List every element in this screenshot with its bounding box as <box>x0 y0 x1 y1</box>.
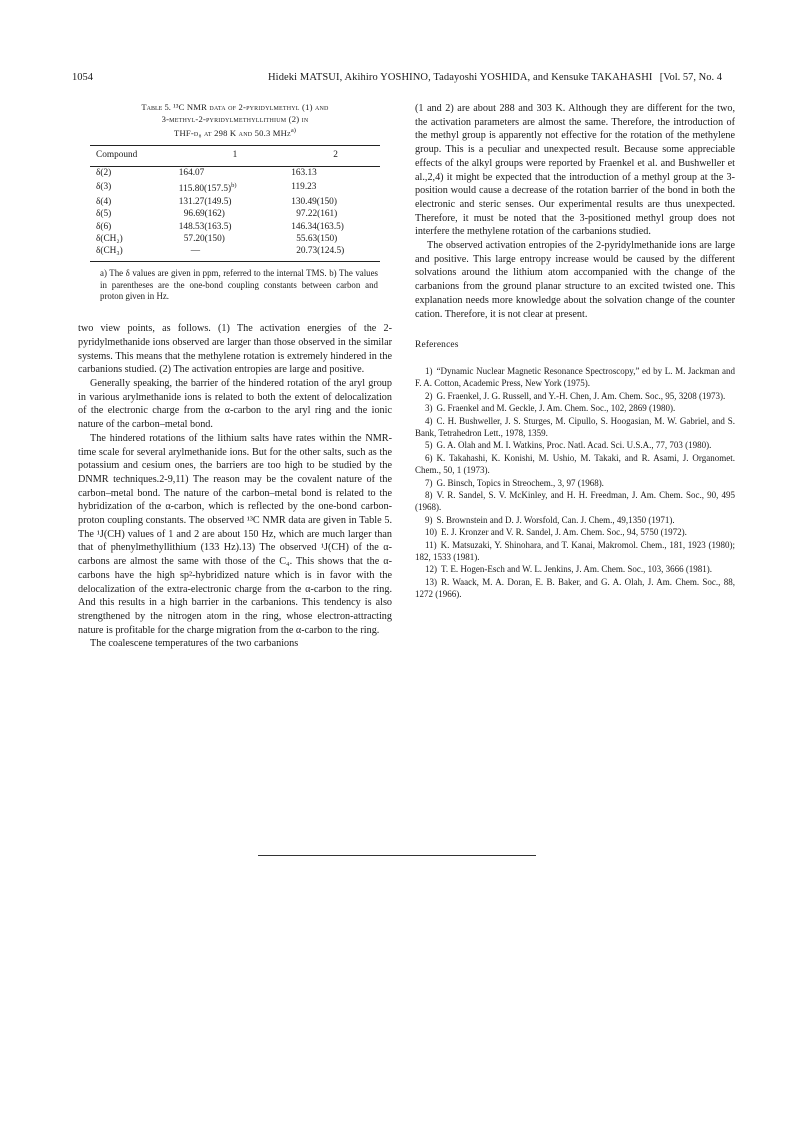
header-compound-2: 2 <box>291 145 380 167</box>
left-body-text <box>78 322 392 651</box>
reference-text: E. J. Kronzer and V. R. Sandel, J. Am. Chem. Soc., 94, 5750 (1972). <box>441 527 687 538</box>
reference-text: T. E. Hogen-Esch and W. L. Jenkins, J. Am. Chem. Soc., 103, 3666 (1981). <box>441 564 713 575</box>
reference-item <box>415 365 735 390</box>
header-compound-1: 1 <box>179 145 291 167</box>
reference-item <box>415 390 735 402</box>
cell-position: δ(5) <box>96 209 112 220</box>
reference-text: G. A. Olah and M. I. Watkins, Proc. Natl. Acad. Sci. U.S.A., 77, 703 (1980). <box>436 440 712 451</box>
cell-position: δ(CH₃) <box>90 246 179 261</box>
body-paragraph: (1 and 2) are about 288 and 303 K. Although they are different for the two, the activation parameters are almost the same. Therefore, the introduction of the methyl group is apparently not effective for the rotation of the methylene group. This is a peculiar and unexpected result. Because some appreciable effects of the alkyl groups were reported by Fraenkel et al. and Bushweller et al.,2,4) it might be expected that the introduction of a methyl group at the 3-position would cause a decrease of the rotation barrier of the bond in both the electronic and steric senses. Our experimental results are thus unexpected. Therefore, it must be noted that the 3-positioned methyl group does not interfere the methylene rotation of the carbanions studied. <box>415 103 735 238</box>
reference-text: G. Fraenkel, J. G. Russell, and Y.-H. Chen, J. Am. Chem. Soc., 95, 3208 (1973). <box>436 390 726 401</box>
reference-text: G. Binsch, Topics in Streochem., 3, 97 (1968). <box>436 477 604 488</box>
reference-text: G. Fraenkel and M. Geckle, J. Am. Chem. Soc., 102, 2869 (1980). <box>436 403 676 414</box>
cell-compound-1 <box>179 221 291 233</box>
body-paragraph: The coalescene temperatures of the two carbanions <box>90 638 299 650</box>
body-paragraph: The observed activation entropies of the 2-pyridylmethanide ions are large and positive. This large entropy increase would be caused by the different solvations around the lithium atom accompanied with the change of the carbanions from the ground planar structure to an excited twisted one. This explanation needs more knowledge about the solvation change of the counter cation. Therefore, it is not clear at present. <box>415 240 735 320</box>
table-row <box>90 196 380 208</box>
page-number: 1054 <box>72 72 93 83</box>
reference-item <box>415 439 735 451</box>
reference-text: “Dynamic Nuclear Magnetic Resonance Spectroscopy,” ed by L. M. Jackman and F. A. Cotton, Academic Press, New York (1975). <box>415 365 735 389</box>
table-caption-footnote-mark: a) <box>290 127 296 135</box>
reference-number: 9) <box>425 514 433 525</box>
reference-text: C. H. Bushweller, J. S. Sturges, M. Cipullo, S. Hoogasian, M. W. Gabriel, and S. Bank, Tetrahedron Lett., 1978, 1359. <box>415 415 735 438</box>
cell-compound-2: 119.23 <box>291 182 317 193</box>
cell-compound-1 <box>179 209 291 221</box>
table-footnote-text: a) The δ values are given in ppm, referred to the internal TMS. b) The values in parentheses are the one-bond coupling constants between carbon and proton given in Hz. <box>100 267 378 302</box>
body-paragraph: The hindered rotations of the lithium salts have rates within the NMR-time scale for several arylmethanide ions. But for the other salts, such as the potassium and cesium ones, the barriers are too high to be studied by the DNMR techniques.2-9,11) The reason may be the covalent nature of the carbon–metal bond. The nature of the carbon–metal bond is related to the hybridization of the α-carbon, which is reflected by the one-bond carbon-proton coupling constants. The observed ¹³C NMR data are given in Table 5. The ¹J(CH) values of 1 and 2 are about 150 Hz, which are much larger than that of phenylmethyllithium (133 Hz).13) The observed ¹J(CH) of the α-carbons are almost the same with those of the C₄. This shows that the α-carbons have the high sp²-hybridized nature which is in favor with the delocalization of the extra-electronic charge from the α-carbon to the ring. And this results in a high barrier in the carbanions. This tendency is also strengthened by the nitrogen atom in the ring, whose electron-attracting nature is profitable for the charge migration from the α-carbon to the ring. <box>78 432 392 636</box>
end-rule <box>258 855 536 856</box>
nmr-table <box>90 145 380 262</box>
cell-position: δ(3) <box>96 182 112 193</box>
reference-item <box>415 526 735 538</box>
reference-text: K. Takahashi, K. Konishi, M. Ushio, M. Takaki, and R. Asami, J. Organomet. Chem., 50, 1 (1973). <box>415 452 735 476</box>
cell-compound-2: 97.22(161) <box>296 209 338 220</box>
reference-text: K. Matsuzaki, Y. Shinohara, and T. Kanai, Makromol. Chem., 181, 1923 (1980); 182, 1533 (1981). <box>415 539 735 563</box>
cell-compound-1-value: 164.07 <box>178 167 205 178</box>
cell-compound-1-value: — <box>190 246 201 257</box>
cell-compound-1-value: 96.69(162) <box>183 209 225 220</box>
table-caption-line1: ¹³C NMR data of 2-pyridylmethyl (1) and <box>173 102 329 112</box>
cell-compound-2: 146.34(163.5) <box>291 221 344 232</box>
running-header <box>72 72 722 88</box>
cell-compound-1 <box>179 233 291 245</box>
reference-item <box>415 563 735 575</box>
cell-compound-1-value: 115.80(157.5) <box>178 184 232 195</box>
cell-compound-1-value: 57.20(150) <box>183 233 225 244</box>
cell-compound-1 <box>179 167 291 180</box>
reference-item <box>415 477 735 489</box>
reference-item <box>415 415 735 440</box>
reference-number: 4) <box>425 415 433 426</box>
reference-item <box>415 576 735 601</box>
right-column <box>415 102 735 601</box>
left-column <box>78 102 392 651</box>
body-paragraph: two view points, as follows. (1) The activation energies of the 2-pyridylmethanide ions observed are larger than those observed in the similar systems. This means that the methylene rotation is extremely hindered in the carbanions studied. (2) The activation entropies are large and positive. <box>78 323 392 376</box>
table-row <box>90 221 380 233</box>
header-compound: Compound <box>90 145 179 167</box>
cell-compound-1 <box>179 196 291 208</box>
table-caption-line3: THF-d₈ at 298 K and 50.3 MHz <box>174 128 291 139</box>
reference-text: R. Waack, M. A. Doran, E. B. Baker, and G. A. Olah, J. Am. Chem. Soc., 88, 1272 (1966). <box>415 576 735 600</box>
body-paragraph: Generally speaking, the barrier of the hindered rotation of the aryl group in various arylmethanide ions is related to both the extent of delocalization of the electronic charge from the α-carbon to the aryl ring and the ionic nature of the carbon–metal bond. <box>78 377 392 431</box>
reference-number: 3) <box>425 403 433 414</box>
table-caption <box>79 102 391 140</box>
cell-position: δ(CH₂) <box>96 233 123 244</box>
table-row <box>90 167 380 180</box>
reference-item <box>415 539 735 564</box>
cell-compound-1 <box>179 180 291 197</box>
reference-number: 8) <box>425 490 433 501</box>
author-line: Hideki MATSUI, Akihiro YOSHINO, Tadayoshi YOSHIDA, and Kensuke TAKAHASHI <box>268 72 653 83</box>
volume-info: [Vol. 57, No. 4 <box>659 72 722 83</box>
cell-position: δ(2) <box>96 167 112 178</box>
reference-number: 12) <box>425 564 437 575</box>
reference-text: S. Brownstein and D. J. Worsfold, Can. J. Chem., 49,1350 (1971). <box>436 514 675 525</box>
reference-number: 13) <box>425 576 437 587</box>
reference-number: 7) <box>425 477 433 488</box>
table-label: Table 5. <box>141 102 171 112</box>
cell-position: δ(4) <box>96 196 112 207</box>
reference-number: 1) <box>425 365 433 376</box>
table-caption-line2: 3-methyl-2-pyridylmethyllithium (2) in <box>161 113 309 124</box>
reference-number: 10) <box>425 527 437 538</box>
cell-compound-2: 20.73(124.5) <box>291 246 380 261</box>
reference-list <box>415 365 735 601</box>
cell-compound-2: 130.49(150) <box>291 196 337 207</box>
cell-compound-1 <box>179 246 291 261</box>
reference-number: 5) <box>425 440 433 451</box>
right-body-text <box>415 102 735 321</box>
table-row <box>90 209 380 221</box>
reference-item <box>415 489 735 514</box>
reference-number: 2) <box>425 390 433 401</box>
reference-item <box>415 402 735 414</box>
table-header-row <box>90 145 380 167</box>
table-row <box>90 180 380 197</box>
table-5 <box>78 102 392 303</box>
cell-footnote-mark: b) <box>231 182 237 190</box>
table-row <box>90 233 380 245</box>
cell-compound-2: 163.13 <box>291 167 317 178</box>
table-row <box>90 246 380 261</box>
reference-number: 6) <box>425 452 433 463</box>
reference-number: 11) <box>425 539 437 550</box>
cell-position: δ(6) <box>96 221 112 232</box>
cell-compound-1-value: 131.27(149.5) <box>178 196 232 207</box>
references-heading: References <box>415 340 459 351</box>
reference-text: V. R. Sandel, S. V. McKinley, and H. H. Freedman, J. Am. Chem. Soc., 90, 495 (1968). <box>415 490 735 513</box>
reference-item <box>415 452 735 477</box>
cell-compound-2: 55.63(150) <box>296 233 338 244</box>
cell-compound-1-value: 148.53(163.5) <box>178 221 232 232</box>
reference-item <box>415 514 735 526</box>
table-footnotes <box>100 268 378 303</box>
